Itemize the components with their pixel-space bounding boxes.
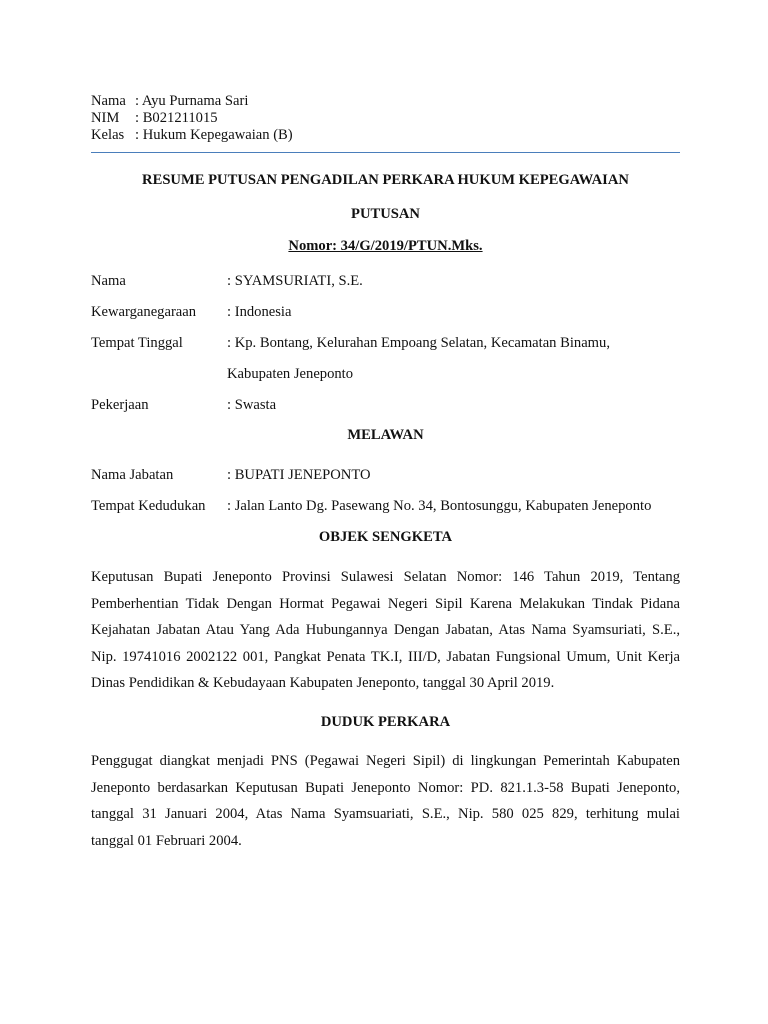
- paragraph-line: Jeneponto berdasarkan Keputusan Bupati Jeneponto Nomor: PD. 821.1.3-58 Bupati Jeneponto,: [91, 779, 680, 796]
- field-value: : SYAMSURIATI, S.E.: [227, 273, 363, 289]
- field-label: Nama: [91, 273, 126, 289]
- field-nama-jabatan: [91, 467, 371, 484]
- document-title: RESUME PUTUSAN PENGADILAN PERKARA HUKUM KEPEGAWAIAN: [142, 172, 629, 188]
- putusan-heading: PUTUSAN: [351, 206, 420, 222]
- field-value: : Indonesia: [227, 304, 292, 320]
- field-label: Tempat Kedudukan: [91, 498, 206, 514]
- header-value: : Ayu Purnama Sari: [135, 93, 249, 109]
- field-tempat-tinggal: [91, 335, 610, 352]
- header-row-nim: [91, 110, 293, 127]
- field-label: Nama Jabatan: [91, 467, 174, 483]
- header-label: Nama: [91, 93, 126, 109]
- field-value: : Swasta: [227, 397, 277, 413]
- field-label: Kewarganegaraan: [91, 304, 197, 320]
- objek-sengketa-paragraph: [91, 564, 680, 697]
- paragraph-line: Keputusan Bupati Jeneponto Provinsi Sulawesi Selatan Nomor: 146 Tahun 2019, Tentang: [91, 569, 680, 585]
- field-tempat-kedudukan: [91, 498, 651, 515]
- paragraph-line: tanggal 01 Februari 2004.: [91, 832, 242, 849]
- header-row-kelas: [91, 127, 293, 144]
- field-value: : Jalan Lanto Dg. Pasewang No. 34, Bontosunggu, Kabupaten Jeneponto: [227, 498, 652, 514]
- field-nama: [91, 273, 363, 290]
- field-value: : BUPATI JENEPONTO: [227, 467, 371, 483]
- paragraph-line: Nip. 19741016 2002122 001, Pangkat Penata TK.I, III/D, Jabatan Fungsional Umum, Unit Kerja: [91, 648, 680, 665]
- header-value: : B021211015: [135, 110, 218, 126]
- field-tempat-tinggal-cont: [91, 366, 353, 383]
- field-value: : Kp. Bontang, Kelurahan Empoang Selatan, Kecamatan Binamu,: [227, 335, 610, 351]
- header-label: Kelas: [91, 127, 125, 143]
- header-label: NIM: [91, 110, 120, 126]
- paragraph-line: Dinas Pendidikan & Kebudayaan Kabupaten Jeneponto, tanggal 30 April 2019.: [91, 675, 555, 691]
- field-value: Kabupaten Jeneponto: [227, 366, 354, 382]
- student-header: [91, 93, 293, 144]
- duduk-perkara-paragraph: [91, 748, 680, 854]
- paragraph-line: Penggugat diangkat menjadi PNS (Pegawai Negeri Sipil) di lingkungan Pemerintah Kabupaten: [91, 753, 680, 769]
- melawan-heading: MELAWAN: [347, 427, 424, 443]
- paragraph-line: tanggal 31 Januari 2004, Atas Nama Syamsuariati, S.E., Nip. 580 025 829, terhitung mulai: [91, 806, 680, 822]
- duduk-perkara-heading: DUDUK PERKARA: [320, 714, 451, 730]
- field-label: Pekerjaan: [91, 397, 149, 413]
- nomor-wrapper: [91, 238, 680, 255]
- objek-sengketa-heading: OBJEK SENGKETA: [318, 529, 453, 545]
- case-number: Nomor: 34/G/2019/PTUN.Mks.: [288, 238, 483, 254]
- header-divider: [91, 152, 680, 153]
- field-label-empty: [91, 366, 227, 383]
- field-pekerjaan: [91, 397, 276, 414]
- paragraph-line: Pemberhentian Tidak Dengan Hormat Pegawai Negeri Sipil Karena Melakukan Tindak Pidana: [91, 595, 680, 612]
- field-kewarganegaraan: [91, 304, 291, 321]
- header-row-nama: [91, 93, 293, 110]
- header-value: : Hukum Kepegawaian (B): [135, 127, 293, 143]
- field-label: Tempat Tinggal: [91, 335, 183, 351]
- paragraph-line: Kejahatan Jabatan Atau Yang Ada Hubungannya Dengan Jabatan, Atas Nama Syamsuriati, S.E.,: [91, 622, 680, 638]
